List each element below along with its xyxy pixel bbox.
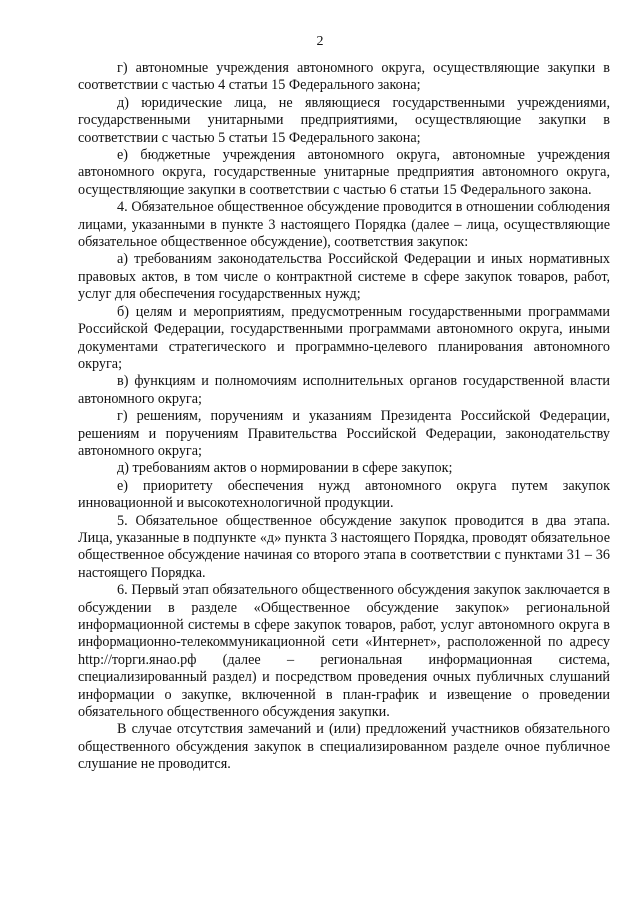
document-body (78, 60, 610, 774)
paragraph-clause-4: 4. Обязательное общественное обсуждение проводится в отношении соблюдения лицами, указанными в пункте 3 настоящего Порядка (далее – лица, осуществляющие обязательное общественное обсуждение), соответствия закупок: (78, 199, 610, 251)
paragraph-clause-4-e: е) приоритету обеспечения нужд автономного округа путем закупок инновационной и высокотехнологичной продукции. (78, 477, 610, 512)
paragraph-item-g-autonomous: г) автономные учреждения автономного округа, осуществляющие закупки в соответствии с частью 4 статьи 15 Федерального закона; (78, 60, 610, 94)
paragraph-clause-4-v: в) функциям и полномочиям исполнительных органов государственной власти автономного округа; (78, 373, 610, 407)
paragraph-item-e-budget-institutions: е) бюджетные учреждения автономного округа, автономные учреждения автономного округа, государственные унитарные предприятия автономного округа, осуществляющие закупки в соответствии с частью 6 статьи 15 Федерального закона. (78, 147, 610, 198)
paragraph-clause-4-b: б) целям и мероприятиям, предусмотренным государственными программами Российской Федерации, государственными программами автономного округа, иными документами стратегического и программно-целевого планирования автономного округа; (78, 303, 610, 372)
paragraph-clause-5: 5. Обязательное общественное обсуждение закупок проводится в два этапа. Лица, указанные в подпункте «д» пункта 3 настоящего Порядка, проводят обязательное общественное обсуждение начиная со второго этапа в соответствии с пунктами 31 – 36 настоящего Порядка. (78, 512, 610, 581)
paragraph-clause-4-d: д) требованиям актов о нормировании в сфере закупок; (117, 460, 453, 477)
paragraph-clause-4-g: г) решениям, поручениям и указаниям Президента Российской Федерации, решениям и поручениям Правительства Российской Федерации, законодательству автономного округа; (78, 408, 610, 459)
paragraph-clause-6: 6. Первый этап обязательного общественного обсуждения закупок заключается в обсуждении в разделе «Общественное обсуждение закупок» региональной информационной системы в сфере закупок товаров, работ, услуг автономного округа в информационно-телекоммуникационной сети «Интернет», расположенной по адресу http://торги.янао.рф (далее – региональная информационная система, специализированный раздел) и посредством проведения очных публичных слушаний информации о закупке, включенной в план-график и извещение о проведении обязательного общественного обсуждения закупки. (78, 582, 610, 721)
paragraph-clause-6-note: В случае отсутствия замечаний и (или) предложений участников обязательного общественного обсуждения закупок в специализированном разделе очное публичное слушание не проводится. (78, 721, 610, 773)
paragraph-clause-4-a: а) требованиям законодательства Российской Федерации и иных нормативных правовых актов, в том числе о контрактной системе в сфере закупок товаров, работ, услуг для обеспечения государственных нужд; (78, 251, 610, 303)
page-number: 2 (316, 34, 324, 49)
paragraph-item-d-legal-entities: д) юридические лица, не являющиеся государственными учреждениями, государственными унитарными предприятиями, осуществляющие закупки в соответствии с частью 5 статьи 15 Федерального закона; (78, 94, 610, 146)
